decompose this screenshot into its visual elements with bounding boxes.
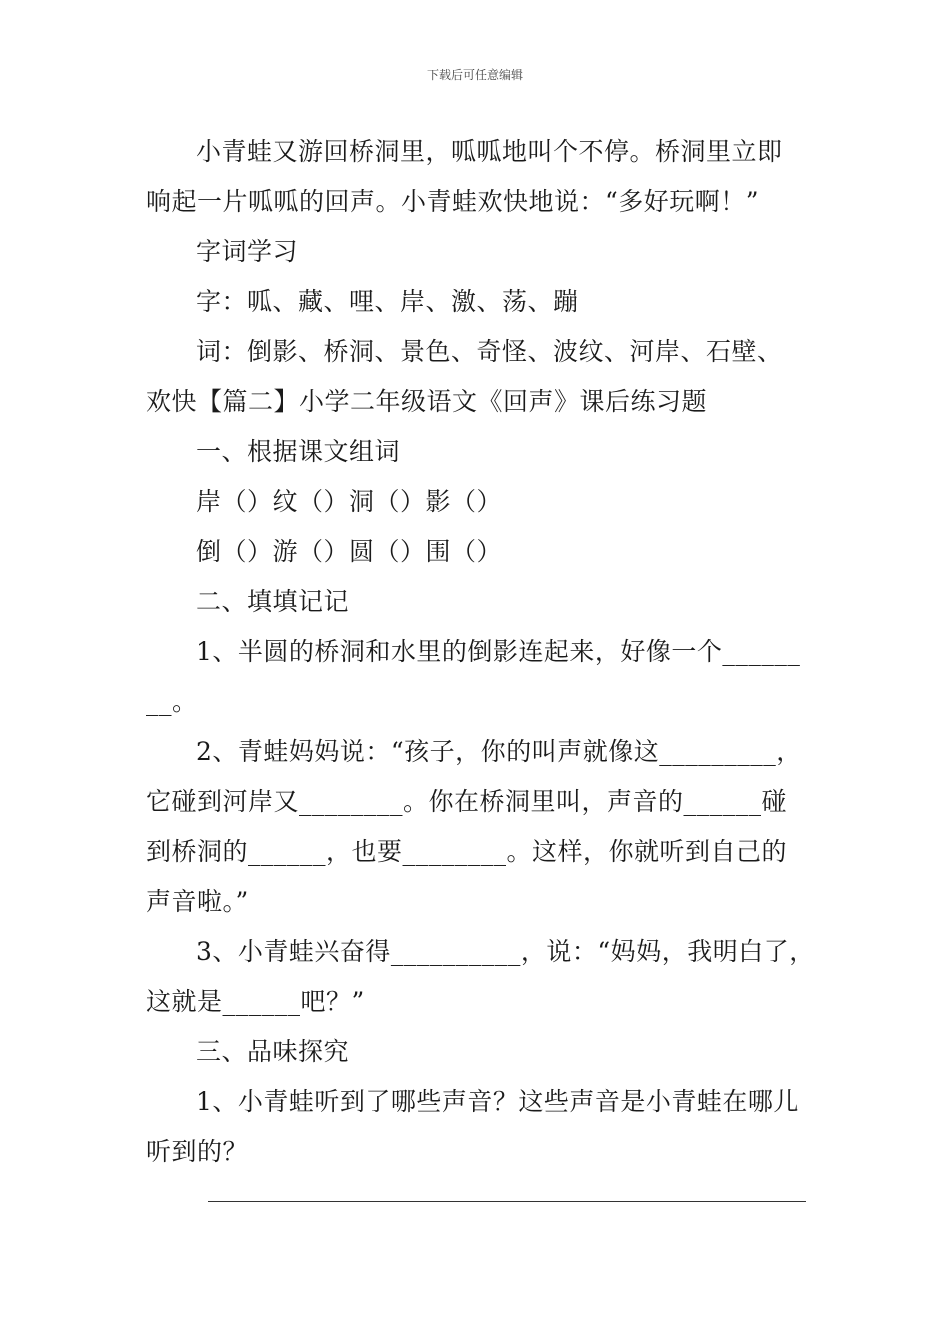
fill-blank-question: 3、小青蛙兴奋得__________，说：“妈妈，我明白了， xyxy=(196,937,815,966)
fill-blank-question-continued: 它碰到河岸又________。你在桥洞里叫，声音的______碰 xyxy=(146,787,788,816)
exercise-heading-3: 三、品味探究 xyxy=(196,1037,350,1066)
section-heading-vocabulary: 字词学习 xyxy=(196,237,299,266)
document-body xyxy=(146,127,816,1177)
exercise-heading-2: 二、填填记记 xyxy=(196,587,350,616)
inquiry-question-continued: 听到的？ xyxy=(146,1137,249,1166)
fill-blank-question-continued: 声音啦。” xyxy=(146,887,249,916)
paragraph-line: 响起一片呱呱的回声。小青蛙欢快地说：“多好玩啊！” xyxy=(146,187,760,216)
characters-line: 字：呱、藏、哩、岸、激、荡、蹦 xyxy=(196,287,579,316)
words-line: 词：倒影、桥洞、景色、奇怪、波纹、河岸、石壁、 xyxy=(196,337,783,366)
word-group-row: 倒（）游（）圆（）围（） xyxy=(196,537,503,566)
fill-blank-question-continued: 这就是______吧？” xyxy=(146,987,365,1016)
fill-blank-question: 1、半圆的桥洞和水里的倒影连起来，好像一个______ xyxy=(196,637,801,666)
paragraph-line: 小青蛙又游回桥洞里，呱呱地叫个不停。桥洞里立即 xyxy=(196,137,783,166)
answer-blank-line xyxy=(208,1201,806,1202)
words-line-continued: 欢快【篇二】小学二年级语文《回声》课后练习题 xyxy=(146,387,708,416)
word-group-row: 岸（）纹（）洞（）影（） xyxy=(196,487,503,516)
fill-blank-question: 2、青蛙妈妈说：“孩子，你的叫声就像这_________， xyxy=(196,737,802,766)
page-header-note: 下载后可任意编辑 xyxy=(426,68,523,82)
inquiry-question: 1、小青蛙听到了哪些声音？这些声音是小青蛙在哪儿 xyxy=(196,1087,799,1116)
fill-blank-question-continued: __。 xyxy=(146,687,198,716)
exercise-heading-1: 一、根据课文组词 xyxy=(196,437,401,466)
fill-blank-question-continued: 到桥洞的______，也要________。这样，你就听到自己的 xyxy=(146,837,788,866)
